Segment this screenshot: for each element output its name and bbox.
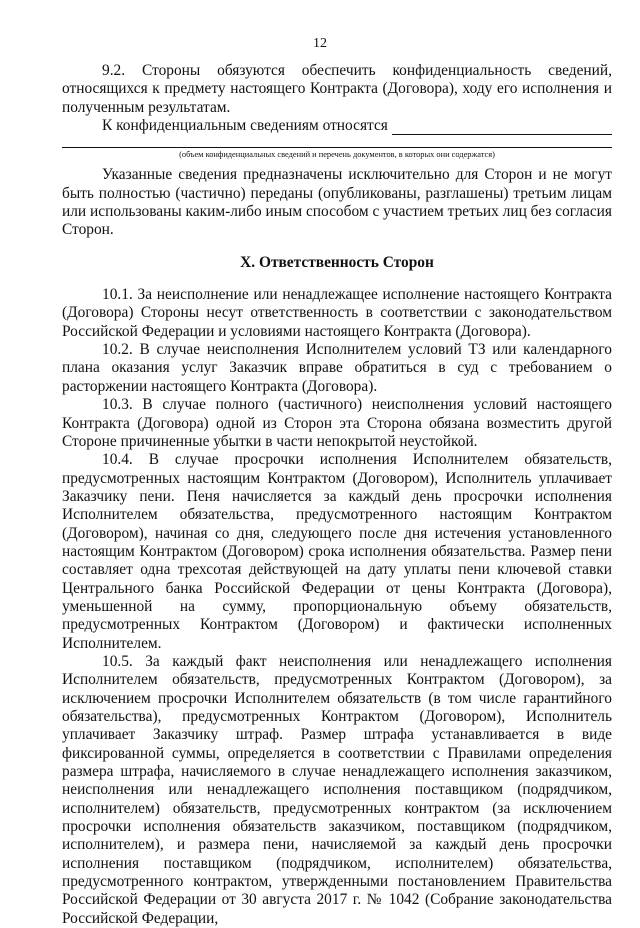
clause-10-2: 10.2. В случае неисполнения Исполнителем условий ТЗ или календарного плана оказания услуг Заказчик вправе обратиться в суд с требованием о расторжении настоящего Контракта (Договора). xyxy=(62,341,612,395)
confidential-info-line xyxy=(62,117,612,135)
confidential-info-blank xyxy=(392,120,612,135)
clause-10-5: 10.5. За каждый факт неисполнения или ненадлежащего исполнения Исполнителем обязательств, предусмотренных Контрактом (Договором), за исключением просрочки Исполнителем обязательств (в том числе гарантийного обязательства), предусмотренных Контрактом (Договором), Исполнитель уплачивает Заказчику штраф. Размер штрафа устанавливается в виде фиксированной суммы, определяется в соответствии с Правилами определения размера штрафа, начисляемого в случае ненадлежащего исполнения заказчиком, неисполнения или ненадлежащего исполнения поставщиком (подрядчиком, исполнителем) обязательств, предусмотренных контрактом (за исключением просрочки исполнения обязательств заказчиком, поставщиком (подрядчиком, исполнителем), и размера пени, начисляемой за каждый день просрочки исполнения поставщиком (подрядчиком, исполнителем) обязательства, предусмотренного контрактом, утвержденными постановлением Правительства Российской Федерации от 30 августа 2017 г. № 1042 (Собрание законодательства Российской Федерации, xyxy=(62,652,612,927)
section-title: X. Ответственность Сторон xyxy=(240,253,434,271)
clause-10-1: 10.1. За неисполнение или ненадлежащее исполнение настоящего Контракта (Договора) Стороны несут ответственность в соответствии с законодательством Российской Федерации и условиями настоящего Контракта (Договора). xyxy=(62,286,612,340)
confidential-info-paragraph: Указанные сведения предназначены исключительно для Сторон и не могут быть полностью (частично) переданы (опубликованы, разглашены) третьим лицам или использованы каким-либо иным способом с участием третьих лиц без согласия Сторон. xyxy=(62,166,612,239)
document-body xyxy=(62,62,612,928)
confidential-info-caption: (объем конфиденциальных сведений и перечень документов, в которых они содержатся) xyxy=(179,150,495,160)
page-number: 12 xyxy=(313,36,327,51)
clause-10-3: 10.3. В случае полного (частичного) неисполнения условий настоящего Контракта (Договора) одной из Сторон эта Сторона обязана возместить другой Стороне причиненные убытки в части непокрытой неустойкой. xyxy=(62,396,612,450)
clause-9-2: 9.2. Стороны обязуются обеспечить конфиденциальность сведений, относящихся к предмету настоящего Контракта (Договора), ходу его исполнения и полученным результатам. xyxy=(62,62,612,116)
clause-10-4: 10.4. В случае просрочки исполнения Исполнителем обязательств, предусмотренных настоящим Контрактом (Договором), Исполнитель уплачивает Заказчику пени. Пеня начисляется за каждый день просрочки исполнения Исполнителем обязательства, предусмотренного настоящим Контрактом (Договором), начиная со дня, следующего после дня истечения установленного настоящим Контрактом (Договором) срока исполнения обязательства. Размер пени составляет одна трехсотая действующей на дату уплаты пени ключевой ставки Центрального банка Российской Федерации от цены Контракта (Договора), уменьшенной на сумму, пропорциональную объему обязательств, предусмотренных Контрактом (Договором) и фактически исполненных Исполнителем. xyxy=(62,451,612,652)
confidential-info-blank-line xyxy=(62,135,612,148)
confidential-info-label: К конфиденциальным сведениям относятся xyxy=(102,117,388,135)
